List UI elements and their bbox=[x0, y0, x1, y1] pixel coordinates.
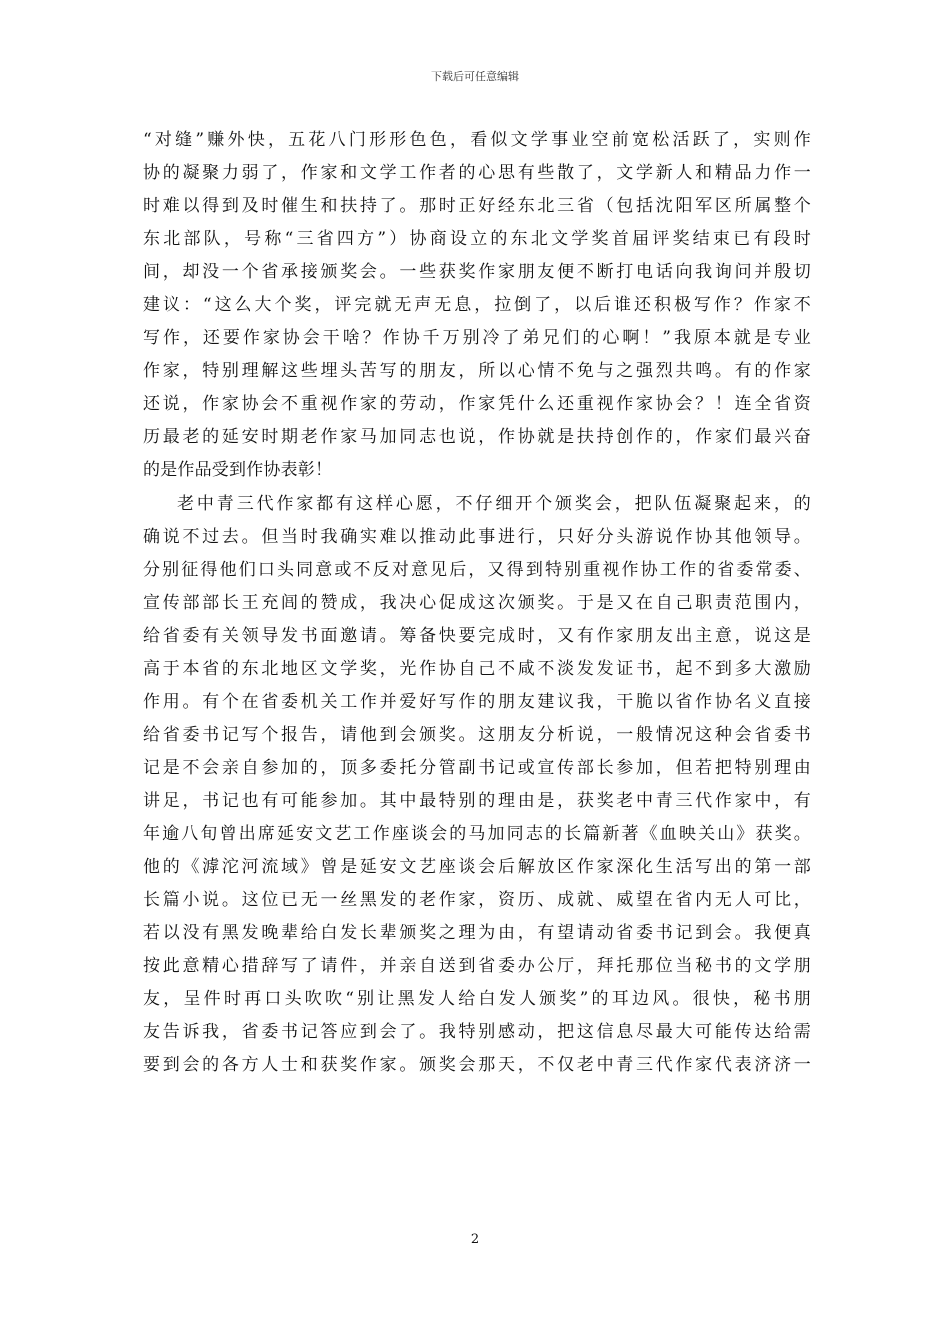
text-line: 还说，作家协会不重视作家的劳动，作家凭什么还重视作家协会？！连全省资 bbox=[143, 394, 811, 415]
text-line: 高于本省的东北地区文学奖，光作协自己不咸不淡发发证书，起不到多大激励 bbox=[143, 658, 811, 679]
text-line: 按此意精心措辞写了请件，并亲自送到省委办公厅，拜托那位当秘书的文学朋 bbox=[143, 956, 811, 977]
text-line: 历最老的延安时期老作家马加同志也说，作协就是扶持创作的，作家们最兴奋 bbox=[143, 427, 811, 448]
text-line: 他的《滹沱河流域》曾是延安文艺座谈会后解放区作家深化生活写出的第一部 bbox=[143, 857, 811, 878]
text-line: 讲足，书记也有可能参加。其中最特别的理由是，获奖老中青三代作家中，有 bbox=[143, 790, 811, 811]
text-line: 确说不过去。但当时我确实难以推动此事进行，只好分头游说作协其他领导。 bbox=[143, 526, 811, 547]
text-line: 长篇小说。这位已无一丝黑发的老作家，资历、成就、威望在省内无人可比， bbox=[143, 890, 811, 911]
text-line: 分别征得他们口头同意或不反对意见后，又得到特别重视作协工作的省委常委、 bbox=[143, 559, 811, 580]
paragraph-2 bbox=[143, 488, 811, 1083]
text-line: 给省委书记写个报告，请他到会颁奖。这朋友分析说，一般情况这种会省委书 bbox=[143, 724, 811, 745]
page-header: 下载后可任意编辑 bbox=[431, 70, 519, 83]
text-line: 若以没有黑发晚辈给白发长辈颁奖之理为由，有望请动省委书记到会。我便真 bbox=[143, 923, 811, 944]
body-text bbox=[143, 124, 811, 1082]
text-line: 给省委有关领导发书面邀请。筹备快要完成时，又有作家朋友出主意，说这是 bbox=[143, 625, 811, 646]
text-line: 年逾八旬曾出席延安文艺工作座谈会的马加同志的长篇新著《血映关山》获奖。 bbox=[143, 823, 811, 844]
text-line: 作用。有个在省委机关工作并爱好写作的朋友建议我，干脆以省作协名义直接 bbox=[143, 691, 811, 712]
text-line: 写作，还要作家协会干啥？作协千万别冷了弟兄们的心啊！”我原本就是专业 bbox=[143, 328, 811, 349]
text-line: 的是作品受到作协表彰！ bbox=[143, 460, 333, 481]
text-line: 友告诉我，省委书记答应到会了。我特别感动，把这信息尽最大可能传达给需 bbox=[143, 1022, 811, 1043]
text-line: 间，却没一个省承接颁奖会。一些获奖作家朋友便不断打电话向我询问并殷切 bbox=[143, 262, 811, 283]
text-line: 协的凝聚力弱了，作家和文学工作者的心思有些散了，文学新人和精品力作一 bbox=[143, 163, 811, 184]
page-number: 2 bbox=[470, 1232, 480, 1247]
text-line: “对缝”赚外快，五花八门形形色色，看似文学事业空前宽松活跃了，实则作 bbox=[143, 130, 811, 150]
text-line: 要到会的各方人士和获奖作家。颁奖会那天，不仅老中青三代作家代表济济一 bbox=[143, 1055, 811, 1076]
text-line: 友，呈件时再口头吹吹“别让黑发人给白发人颁奖”的耳边风。很快，秘书朋 bbox=[143, 989, 811, 1010]
text-line: 东北部队，号称“三省四方”）协商设立的东北文学奖首届评奖结束已有段时 bbox=[143, 229, 811, 250]
text-line: 建议：“这么大个奖，评完就无声无息，拉倒了，以后谁还积极写作？作家不 bbox=[143, 295, 811, 316]
text-line: 记是不会亲自参加的，顶多委托分管副书记或宣传部长参加，但若把特别理由 bbox=[143, 757, 811, 778]
text-line: 宣传部部长王充闾的赞成，我决心促成这次颁奖。于是又在自己职责范围内， bbox=[143, 592, 811, 613]
text-line: 老中青三代作家都有这样心愿，不仔细开个颁奖会，把队伍凝聚起来，的 bbox=[177, 493, 811, 514]
text-line: 作家，特别理解这些埋头苦写的朋友，所以心情不免与之强烈共鸣。有的作家 bbox=[143, 361, 811, 382]
paragraph-1 bbox=[143, 124, 811, 488]
text-line: 时难以得到及时催生和扶持了。那时正好经东北三省（包括沈阳军区所属整个 bbox=[143, 196, 811, 217]
